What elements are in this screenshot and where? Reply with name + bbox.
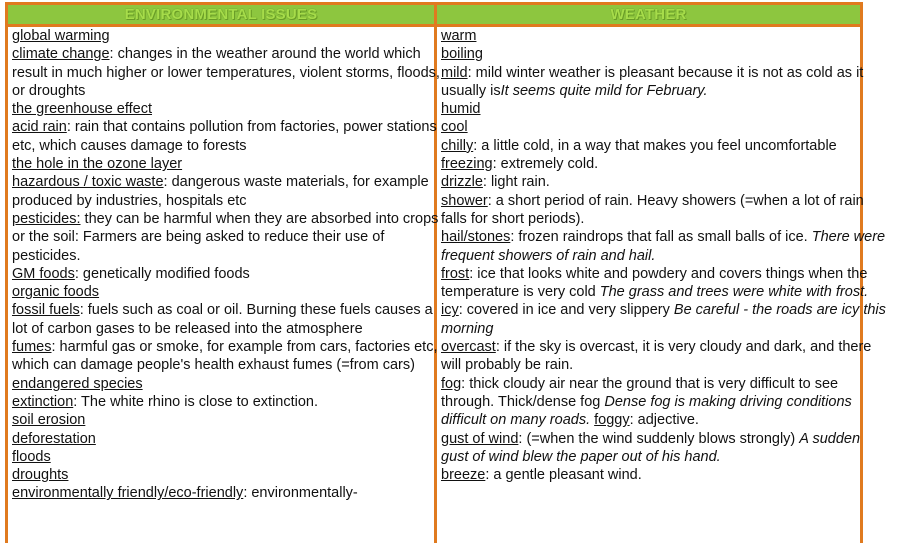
term: organic foods bbox=[12, 284, 100, 301]
term: humid bbox=[441, 101, 481, 118]
entry-deforestation bbox=[12, 430, 442, 448]
term: deforestation bbox=[12, 430, 96, 447]
term: fumes bbox=[12, 339, 52, 356]
term: endangered species bbox=[12, 375, 143, 392]
entry-breeze bbox=[441, 466, 887, 484]
example: It seems quite mild for February. bbox=[500, 82, 708, 99]
entry-hailstones bbox=[441, 228, 887, 265]
definition: : environmentally- bbox=[243, 485, 358, 502]
term: environmentally friendly/eco-friendly bbox=[12, 485, 244, 502]
example: There were frequent showers of rain and hail. bbox=[441, 229, 886, 264]
definition: : mild winter weather is pleasant because it is not as cold as it usually is bbox=[441, 64, 864, 99]
entry-gust-of-wind bbox=[441, 430, 887, 467]
definition: : The white rhino is close to extinction. bbox=[73, 393, 319, 410]
term: pesticides: bbox=[12, 210, 81, 227]
entry-freezing bbox=[441, 155, 887, 173]
term: soil erosion bbox=[12, 412, 86, 429]
weather-column bbox=[441, 27, 887, 484]
header-weather: WEATHER bbox=[437, 5, 860, 24]
entry-toxic-waste bbox=[12, 173, 442, 210]
term-foggy: foggy bbox=[594, 412, 630, 429]
definition: : fuels such as coal or oil. Burning these fuels causes a lot of carbon gases to be released into the atmosphere bbox=[12, 302, 433, 337]
entry-acid-rain bbox=[12, 118, 442, 155]
term: climate change bbox=[12, 46, 110, 63]
definition: : harmful gas or smoke, for example from cars, factories etc, which can damage people's health exhaust fumes (=from cars) bbox=[12, 339, 438, 374]
example: Be careful - the roads are icy this morning bbox=[441, 302, 886, 337]
entry-organic-foods bbox=[12, 283, 442, 301]
term: gust of wind bbox=[441, 430, 519, 447]
term: chilly bbox=[441, 137, 474, 154]
environmental-issues-column bbox=[12, 27, 442, 503]
entry-climate-change bbox=[12, 45, 442, 100]
term: drizzle bbox=[441, 174, 483, 191]
definition: : a little cold, in a way that makes you feel uncomfortable bbox=[473, 137, 837, 154]
term: hail/stones bbox=[441, 229, 511, 246]
table-border-left bbox=[5, 2, 8, 543]
term: the hole in the ozone layer bbox=[12, 156, 183, 173]
definition: : genetically modified foods bbox=[74, 265, 250, 282]
definition: : a gentle pleasant wind. bbox=[485, 467, 642, 484]
entry-fog bbox=[441, 375, 887, 430]
term: boiling bbox=[441, 46, 483, 63]
definition: : covered in ice and very slippery bbox=[458, 302, 670, 319]
term: acid rain bbox=[12, 119, 67, 136]
definition: : thick cloudy air near the ground that is very difficult to see through. Thick/dense fog bbox=[441, 375, 839, 410]
entry-boiling bbox=[441, 45, 887, 63]
term: the greenhouse effect bbox=[12, 101, 153, 118]
term: fossil fuels bbox=[12, 302, 80, 319]
definition: : extremely cold. bbox=[492, 156, 599, 173]
entry-extinction bbox=[12, 393, 442, 411]
entry-overcast bbox=[441, 338, 887, 375]
definition: : a short period of rain. Heavy showers (=when a lot of rain falls for short periods). bbox=[441, 192, 864, 227]
term: droughts bbox=[12, 467, 69, 484]
term: mild bbox=[441, 64, 468, 81]
entry-drizzle bbox=[441, 173, 887, 191]
entry-mild bbox=[441, 64, 887, 101]
definition: : light rain. bbox=[482, 174, 550, 191]
entry-greenhouse-effect bbox=[12, 100, 442, 118]
term: freezing bbox=[441, 156, 493, 173]
term: cool bbox=[441, 119, 468, 136]
entry-droughts bbox=[12, 466, 442, 484]
entry-icy bbox=[441, 301, 887, 338]
entry-eco-friendly bbox=[12, 484, 442, 502]
entry-fumes bbox=[12, 338, 442, 375]
term: shower bbox=[441, 192, 488, 209]
definition: : (=when the wind suddenly blows strongly) bbox=[518, 430, 796, 447]
entry-pesticides bbox=[12, 210, 442, 265]
term: breeze bbox=[441, 467, 486, 484]
definition: : ice that looks white and powdery and covers things when the temperature is very cold bbox=[441, 265, 868, 301]
term: frost bbox=[441, 265, 470, 282]
definition: they can be harmful when they are absorbed into crops or the soil: Farmers are being asked to reduce their use of pesticides. bbox=[12, 210, 439, 264]
term: warm bbox=[441, 28, 477, 44]
entry-warm bbox=[441, 27, 887, 45]
entry-frost bbox=[441, 265, 887, 302]
entry-global-warming bbox=[12, 27, 442, 45]
term: icy bbox=[441, 302, 459, 319]
entry-chilly bbox=[441, 137, 887, 155]
definition: : if the sky is overcast, it is very cloudy and dark, and there will probably be rain. bbox=[441, 339, 872, 374]
example: Dense fog is making driving conditions difficult on many roads. bbox=[441, 393, 852, 429]
entry-ozone-hole bbox=[12, 155, 442, 173]
definition: : changes in the weather around the world which result in much higher or lower temperatures, violent storms, floods, or droughts bbox=[12, 46, 440, 99]
term: extinction bbox=[12, 393, 74, 410]
term: GM foods bbox=[12, 265, 75, 282]
header-environmental-issues: ENVIRONMENTAL ISSUES bbox=[8, 5, 434, 24]
example: The grass and trees were white with frost. bbox=[599, 284, 869, 301]
entry-cool bbox=[441, 118, 887, 136]
term: floods bbox=[12, 448, 51, 465]
definition: : dangerous waste materials, for example produced by industries, hospitals etc bbox=[12, 174, 429, 209]
definition: : frozen raindrops that fall as small balls of ice. bbox=[510, 229, 808, 246]
term: fog bbox=[441, 375, 462, 392]
term: hazardous / toxic waste bbox=[12, 174, 164, 191]
entry-floods bbox=[12, 448, 442, 466]
entry-soil-erosion bbox=[12, 411, 442, 429]
entry-shower bbox=[441, 192, 887, 229]
entry-humid bbox=[441, 100, 887, 118]
definition: : adjective. bbox=[629, 412, 699, 429]
definition: : rain that contains pollution from factories, power stations etc, which causes damage to forests bbox=[12, 119, 437, 154]
entry-gm-foods bbox=[12, 265, 442, 283]
entry-fossil-fuels bbox=[12, 301, 442, 338]
example: A sudden gust of wind blew the paper out of his hand. bbox=[441, 430, 861, 465]
term: global warming bbox=[12, 28, 110, 44]
entry-endangered-species bbox=[12, 375, 442, 393]
term: overcast bbox=[441, 339, 496, 356]
